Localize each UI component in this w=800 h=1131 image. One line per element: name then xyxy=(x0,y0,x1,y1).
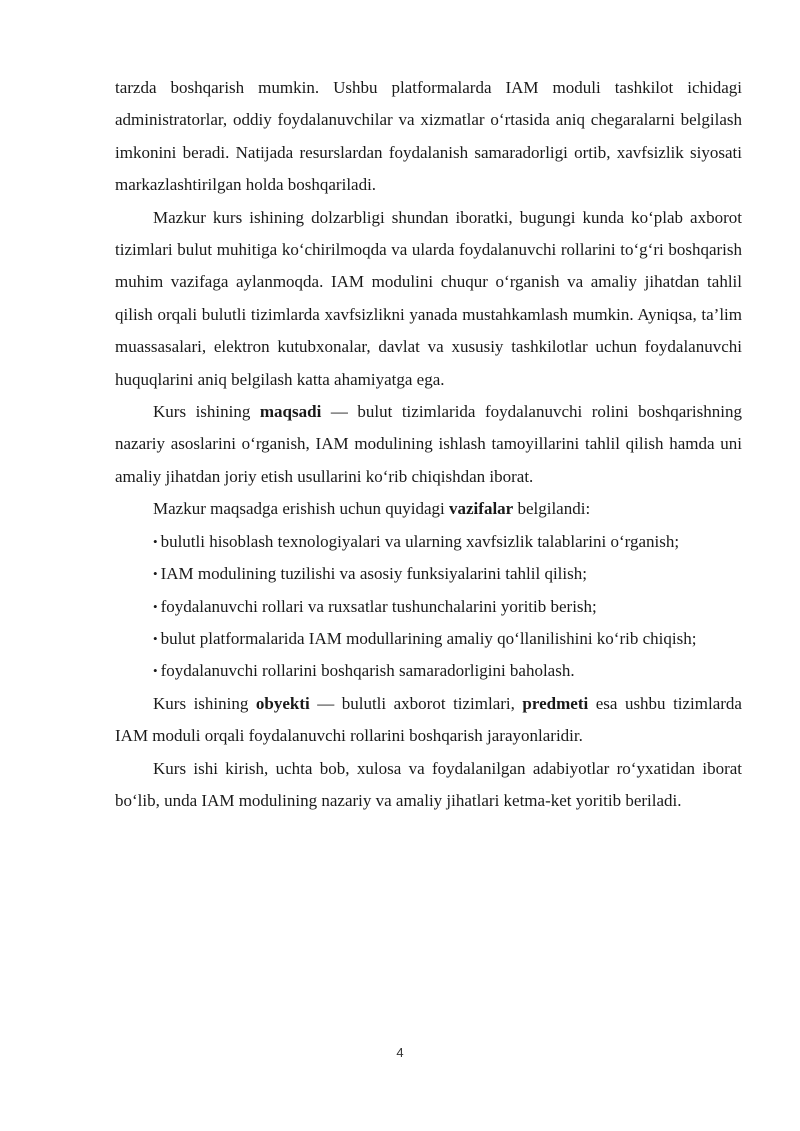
goal-keyword: maqsadi xyxy=(259,402,322,422)
list-item-text: bulut platformalarida IAM modullarining amaliy qo‘llanilishini ko‘rib chiqish; xyxy=(160,628,697,648)
paragraph-goal xyxy=(115,396,742,493)
goal-text-end: — bulut tizimlarida foydalanuvchi rolini boshqarishning nazariy asoslarini o‘rganish, IAM modulining ishlash tamoyillarini tahlil qilish hamda uni amaliy jihatdan joriy etish usullarini ko‘rib chiqishdan iborat. xyxy=(115,402,742,486)
paragraph-object-subject xyxy=(115,688,742,753)
bullet-icon: • xyxy=(153,566,158,582)
list-item-text: foydalanuvchi rollari va ruxsatlar tushunchalarini yoritib berish; xyxy=(160,596,597,616)
paragraph-continuation: tarzda boshqarish mumkin. Ushbu platformalarda IAM moduli tashkilot ichidagi administratorlar, oddiy foydalanuvchilar va xizmatlar o‘rtasida aniq chegaralarni belgilash imkonini beradi. Natijada resurslardan foydalanish samaradorligi ortib, xavfsizlik siyosati markazlashtirilgan holda boshqariladi. xyxy=(115,78,742,195)
list-item-text: foydalanuvchi rollarini boshqarish samaradorligini baholash. xyxy=(160,661,575,681)
list-item-text: IAM modulining tuzilishi va asosiy funksiyalarini tahlil qilish; xyxy=(160,564,587,584)
bullet-icon: • xyxy=(153,630,158,646)
object-text-middle: — bulutli axborot tizimlari, xyxy=(309,693,523,713)
paragraph-tasks-intro xyxy=(115,493,742,525)
paragraph-relevance: Mazkur kurs ishining dolzarbligi shundan iboratki, bugungi kunda ko‘plab axborot tizimlari bulut muhitiga ko‘chirilmoqda va ularda foydalanuvchi rollarini to‘g‘ri boshqarish muhim vazifaga aylanmoqda. IAM modulini chuqur o‘rganish va amaliy jihatdan tahlil qilish orqali bulutli tizimlarda xavfsizlikni yanada mustahkamlash mumkin. Ayniqsa, ta’lim muassasalari, elektron kutubxonalar, davlat va xususiy tashkilotlar uchun foydalanuvchi huquqlarini aniq belgilash katta ahamiyatga ega. xyxy=(115,207,742,389)
goal-text-start: Kurs ishining xyxy=(153,402,260,422)
list-item xyxy=(115,655,742,687)
list-item-text: bulutli hisoblash texnologiyalari va ularning xavfsizlik talablarini o‘rganish; xyxy=(160,531,680,551)
subject-keyword: predmeti xyxy=(522,693,589,713)
bullet-icon: • xyxy=(153,663,158,679)
tasks-intro-start: Mazkur maqsadga erishish uchun quyidagi xyxy=(153,499,450,519)
tasks-keyword: vazifalar xyxy=(449,499,514,519)
object-text-start: Kurs ishining xyxy=(153,693,256,713)
list-item xyxy=(115,526,742,558)
page-number: 4 xyxy=(396,1045,404,1060)
tasks-intro-end: belgilandi: xyxy=(513,499,591,519)
subject-text-end: esa ushbu tizimlarda IAM moduli orqali foydalanuvchi rollarini boshqarish jarayonlaridir. xyxy=(115,693,742,746)
list-item xyxy=(115,591,742,623)
document-page xyxy=(115,72,742,817)
paragraph-structure: Kurs ishi kirish, uchta bob, xulosa va foydalanilgan adabiyotlar ro‘yxatidan iborat bo‘lib, unda IAM modulining nazariy va amaliy jihatlari ketma-ket yoritib beriladi. xyxy=(115,758,742,810)
list-item xyxy=(115,558,742,590)
object-keyword: obyekti xyxy=(255,693,310,713)
bullet-icon: • xyxy=(153,533,158,549)
bullet-icon: • xyxy=(153,598,158,614)
list-item xyxy=(115,623,742,655)
